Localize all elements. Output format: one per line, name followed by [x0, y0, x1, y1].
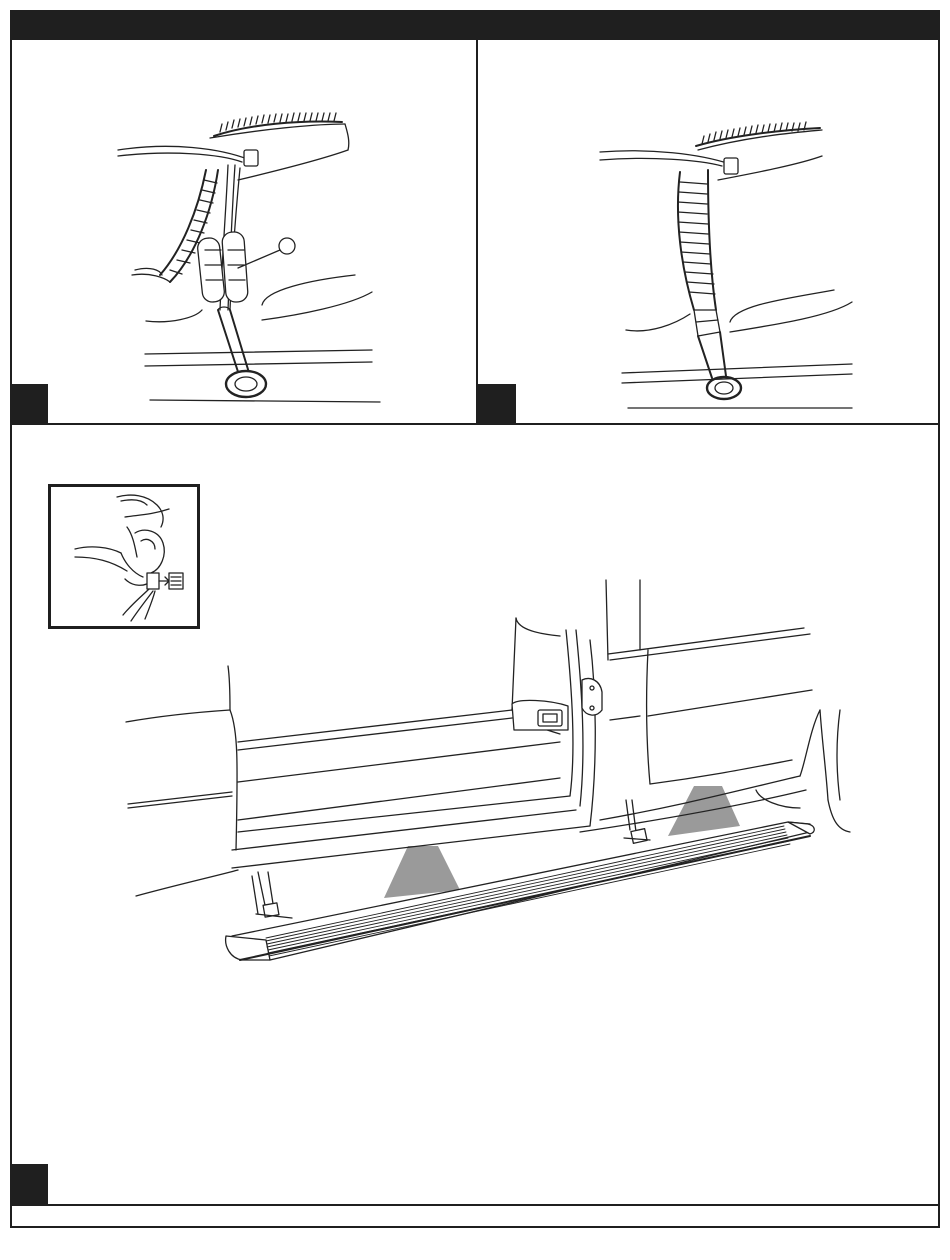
running-board-lights-illustration — [120, 570, 860, 970]
footer-rule — [10, 1204, 940, 1206]
header-bar — [10, 10, 940, 40]
step-marker-1 — [10, 384, 48, 424]
wire-harness-taped-illustration — [590, 110, 890, 410]
panel-divider-vertical — [476, 40, 478, 424]
panel-divider-horizontal — [10, 423, 940, 425]
left-light-cone — [384, 846, 460, 898]
step-marker-2 — [478, 384, 516, 424]
step-marker-3 — [10, 1164, 48, 1204]
wire-harness-routing-illustration — [110, 110, 400, 410]
